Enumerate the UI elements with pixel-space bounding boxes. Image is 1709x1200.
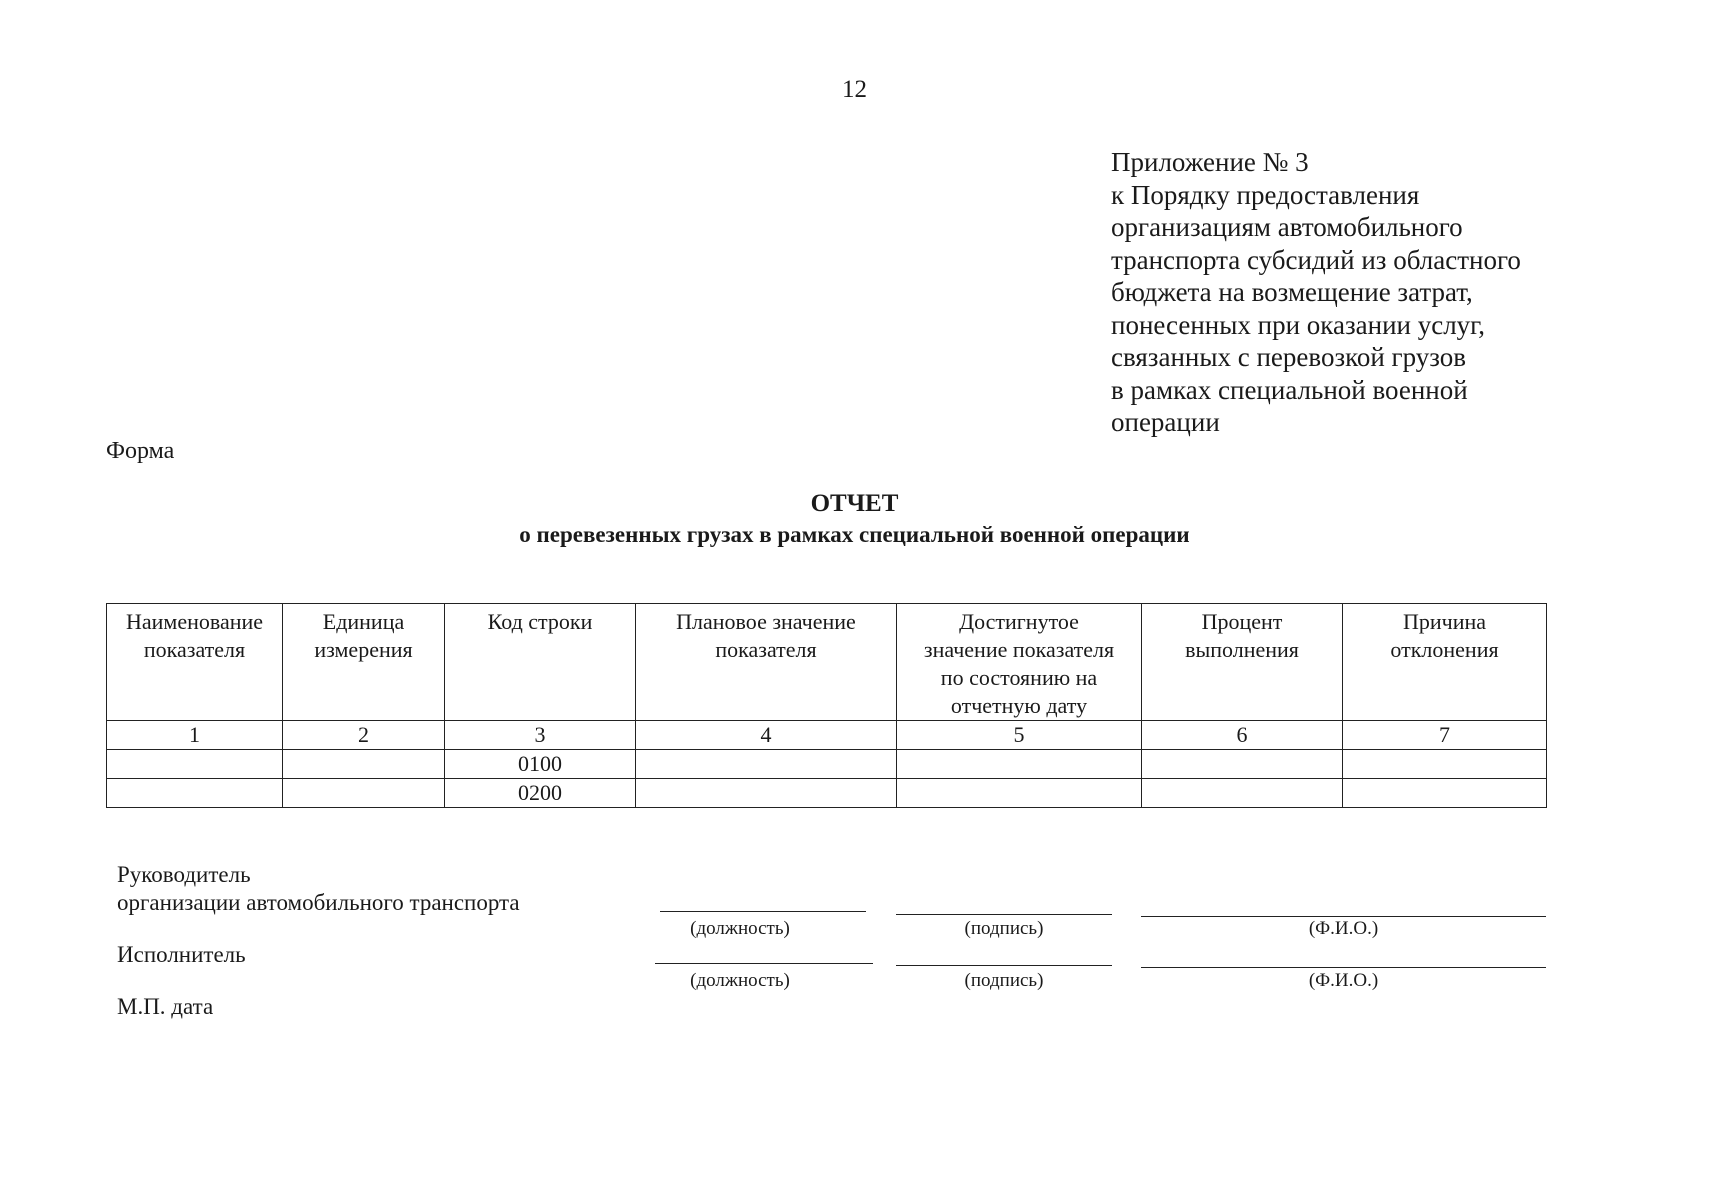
header-text: выполнения xyxy=(1185,637,1299,662)
header-text: Единица xyxy=(322,609,405,634)
header-text: показателя xyxy=(715,637,817,662)
header-text: показателя xyxy=(143,637,246,662)
table-cell xyxy=(107,750,283,779)
executor-name-line xyxy=(1141,967,1546,968)
head-signature-line xyxy=(896,914,1112,915)
annex-line: в рамках специальной военной xyxy=(1111,374,1468,405)
table-cell xyxy=(107,779,283,808)
header-text: Достигнутое xyxy=(959,609,1079,634)
annex-block xyxy=(1111,146,1581,439)
table-cell xyxy=(283,779,445,808)
header-text: Код строки xyxy=(487,609,593,634)
page-number: 12 xyxy=(842,76,867,103)
table-cell xyxy=(636,779,897,808)
table-cell xyxy=(1142,750,1343,779)
header-unit xyxy=(283,604,445,721)
header-planned-value xyxy=(636,604,897,721)
table-cell xyxy=(897,750,1142,779)
annex-line: понесенных при оказании услуг, xyxy=(1111,309,1485,340)
header-text: Причина xyxy=(1402,609,1487,634)
column-number: 2 xyxy=(283,721,445,750)
annex-line: организациям автомобильного xyxy=(1111,212,1463,242)
header-text: Плановое значение xyxy=(676,609,856,634)
report-subtitle: о перевезенных грузах в рамках специальной военной операции xyxy=(519,522,1190,547)
annex-line: операции xyxy=(1111,407,1220,437)
header-text: измерения xyxy=(314,637,413,662)
table-cell xyxy=(1142,779,1343,808)
header-achieved-value xyxy=(897,604,1142,721)
executor-name-caption: (Ф.И.О.) xyxy=(1308,970,1379,991)
executor-label: Исполнитель xyxy=(117,942,246,967)
header-text: по состоянию на xyxy=(940,665,1098,690)
table-cell xyxy=(897,779,1142,808)
header-text: отчетную дату xyxy=(950,693,1088,718)
row-code-cell: 0200 xyxy=(445,779,636,808)
table-row xyxy=(107,779,1547,808)
report-title: ОТЧЕТ xyxy=(810,490,899,517)
table-cell xyxy=(1343,750,1547,779)
header-text: Процент xyxy=(1201,609,1283,634)
column-number: 1 xyxy=(107,721,283,750)
column-number: 4 xyxy=(636,721,897,750)
head-label-line-2: организации автомобильного транспорта xyxy=(117,890,520,915)
header-row xyxy=(107,604,1547,721)
annex-line: транспорта субсидий из областного xyxy=(1111,244,1521,275)
header-indicator-name xyxy=(107,604,283,721)
column-number: 5 xyxy=(897,721,1142,750)
executor-position-line xyxy=(655,963,873,964)
row-code-cell: 0100 xyxy=(445,750,636,779)
head-label-line-1: Руководитель xyxy=(117,862,251,887)
table-row xyxy=(107,750,1547,779)
header-completion-percent xyxy=(1142,604,1343,721)
stamp-date-label: М.П. дата xyxy=(117,994,214,1019)
head-name-caption: (Ф.И.О.) xyxy=(1308,918,1379,939)
head-name-line xyxy=(1141,916,1546,917)
form-label: Форма xyxy=(106,438,175,464)
executor-signature-caption: (подпись) xyxy=(964,970,1044,991)
table-cell xyxy=(1343,779,1547,808)
column-number-row xyxy=(107,721,1547,750)
header-deviation-reason xyxy=(1343,604,1547,721)
column-number: 7 xyxy=(1343,721,1547,750)
head-signature-caption: (подпись) xyxy=(964,918,1044,939)
annex-line: Приложение № 3 xyxy=(1111,147,1309,177)
report-table xyxy=(106,603,1547,808)
annex-line: к Порядку предоставления xyxy=(1111,179,1420,210)
annex-line: связанных с перевозкой грузов xyxy=(1111,342,1467,372)
header-text: значение показателя xyxy=(923,637,1115,662)
executor-position-caption: (должность) xyxy=(690,970,790,991)
executor-signature-line xyxy=(896,965,1112,966)
head-position-caption: (должность) xyxy=(690,918,790,939)
header-text: отклонения xyxy=(1390,637,1499,662)
annex-line: бюджета на возмещение затрат, xyxy=(1111,277,1473,307)
column-number: 3 xyxy=(445,721,636,750)
table-cell xyxy=(636,750,897,779)
header-text: Наименование xyxy=(125,609,264,634)
header-row-code xyxy=(445,604,636,721)
head-position-line xyxy=(660,911,866,912)
table-cell xyxy=(283,750,445,779)
column-number: 6 xyxy=(1142,721,1343,750)
